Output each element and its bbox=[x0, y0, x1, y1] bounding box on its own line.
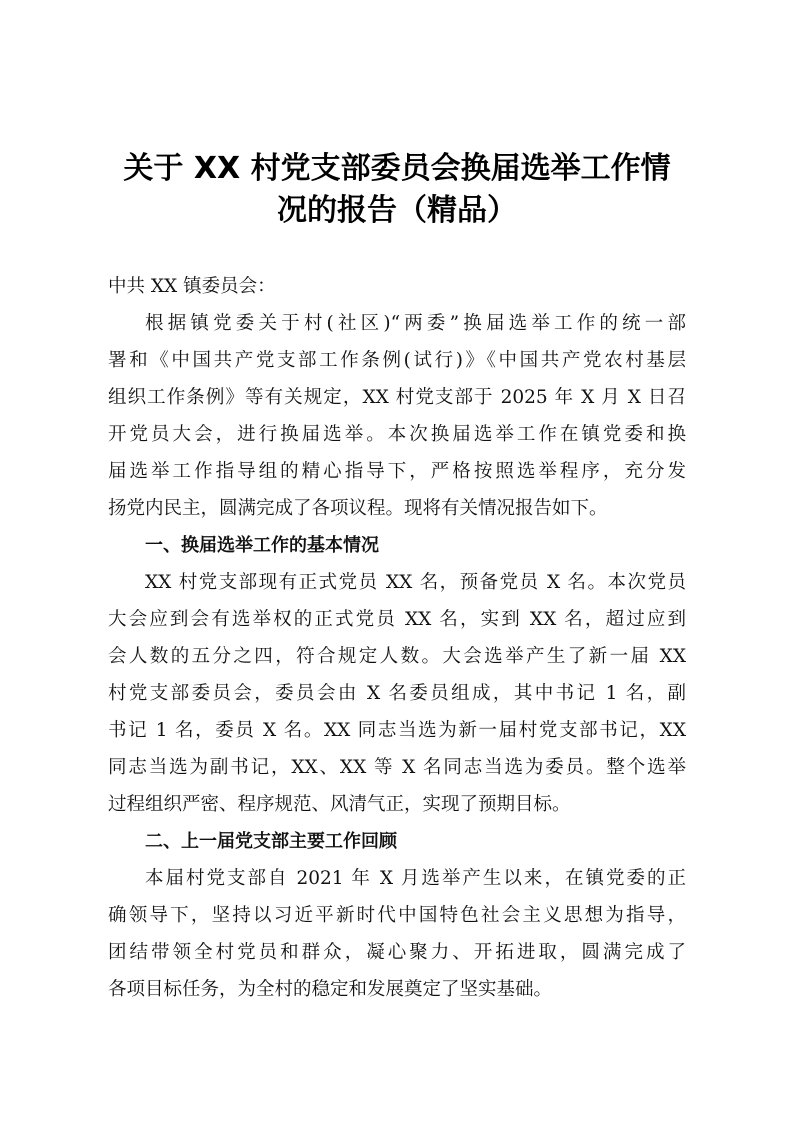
paragraph-line: 开党员大会，进行换届选举。本次换届选举工作在镇党委和换 bbox=[108, 424, 686, 445]
document-body bbox=[108, 268, 686, 1008]
paragraph-line: 村党支部委员会，委员会由 X 名委员组成，其中书记 1 名，副 bbox=[108, 683, 686, 704]
paragraph-line: 扬党内民主，圆满完成了各项议程。现将有关情况报告如下。 bbox=[108, 498, 608, 519]
paragraph-line: 过程组织严密、程序规范、风清气正，实现了预期目标。 bbox=[108, 794, 571, 815]
paragraph-line: 确领导下，坚持以习近平新时代中国特色社会主义思想为指导， bbox=[108, 905, 686, 926]
paragraph-work-review bbox=[108, 860, 686, 1008]
paragraph-line: XX 村党支部现有正式党员 XX 名，预备党员 X 名。本次党员 bbox=[145, 572, 686, 593]
paragraph-line: 团结带领全村党员和群众，凝心聚力、开拓进取，圆满完成了 bbox=[108, 942, 686, 963]
paragraph-line: 署和《中国共产党支部工作条例(试行)》《中国共产党农村基层 bbox=[108, 350, 686, 371]
paragraph-line: 大会应到会有选举权的正式党员 XX 名，实到 XX 名，超过应到 bbox=[108, 609, 686, 630]
paragraph-line: 各项目标任务，为全村的稳定和发展奠定了坚实基础。 bbox=[108, 979, 553, 1000]
section-heading-1: 一、换届选举工作的基本情况 bbox=[145, 535, 379, 556]
title-line-1: 关于 XX 村党支部委员会换届选举工作情 bbox=[123, 151, 671, 186]
paragraph-line: 届选举工作指导组的精心指导下，严格按照选举程序，充分发 bbox=[108, 461, 686, 482]
paragraph-line: 本届村党支部自 2021 年 X 月选举产生以来，在镇党委的正 bbox=[145, 868, 686, 889]
paragraph-line: 根据镇党委关于村(社区)“两委”换届选举工作的统一部 bbox=[145, 313, 686, 334]
paragraph-line: 同志当选为副书记，XX、XX 等 X 名同志当选为委员。整个选举 bbox=[108, 757, 686, 778]
paragraph-election-overview bbox=[108, 564, 686, 823]
paragraph-intro bbox=[108, 305, 686, 527]
paragraph-line: 书记 1 名，委员 X 名。XX 同志当选为新一届村党支部书记，XX bbox=[108, 720, 686, 741]
section-heading-2: 二、上一届党支部主要工作回顾 bbox=[145, 831, 397, 852]
paragraph-line: 组织工作条例》等有关规定，XX 村党支部于 2025 年 X 月 X 日召 bbox=[108, 387, 686, 408]
salutation: 中共 XX 镇委员会： bbox=[108, 276, 276, 297]
page-title bbox=[108, 148, 686, 232]
paragraph-line: 会人数的五分之四，符合规定人数。大会选举产生了新一届 XX bbox=[108, 646, 686, 667]
title-line-2: 况的报告（精品） bbox=[277, 193, 517, 228]
